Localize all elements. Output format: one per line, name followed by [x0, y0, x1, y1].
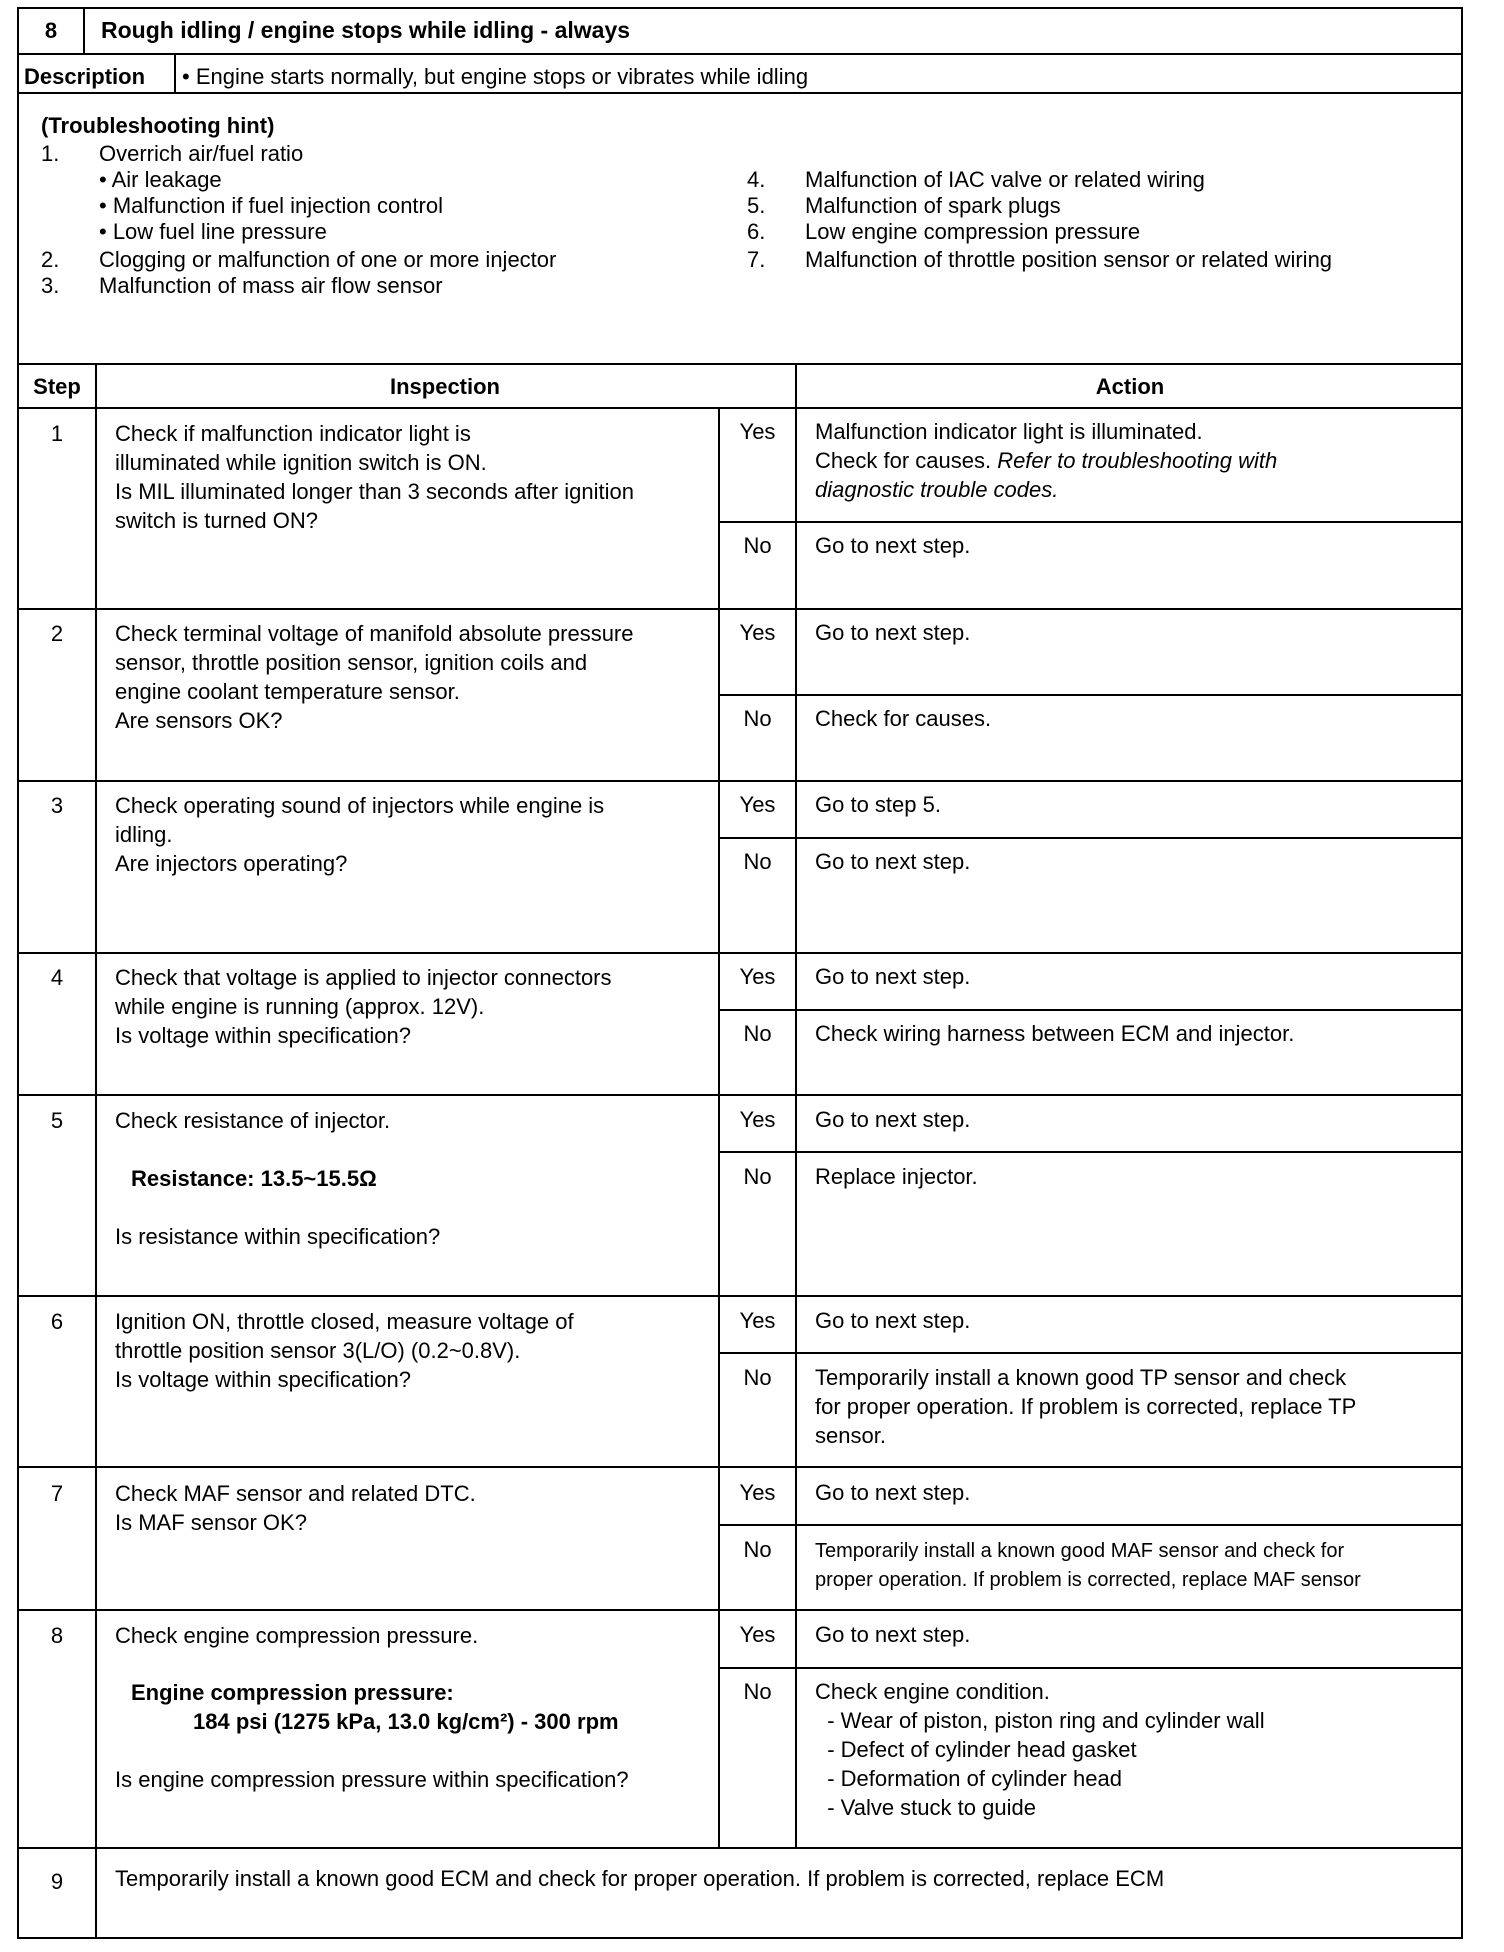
hint-num: 5. — [747, 193, 766, 218]
inspection-text: Check terminal voltage of manifold absolute pressure sensor, throttle position sensor, ignition coils and engine coolant temperature sensor. Are sensors OK? — [115, 621, 634, 733]
hint-num: 4. — [747, 167, 766, 192]
step-number: 2 — [50, 621, 64, 646]
yes-action: Go to next step. — [815, 1622, 971, 1647]
step-header: Step — [33, 374, 81, 399]
no-label: No — [743, 1164, 772, 1189]
inspection-question: Is resistance within specification? — [115, 1224, 441, 1249]
step-number: 3 — [50, 793, 64, 818]
troubleshooting-page — [17, 7, 1463, 1939]
no-label: No — [743, 1679, 772, 1704]
step-number: 6 — [50, 1309, 64, 1334]
yes-action: Go to step 5. — [815, 792, 941, 817]
no-label: No — [743, 1537, 772, 1562]
no-action: Go to next step. — [815, 533, 971, 558]
yes-label: Yes — [739, 792, 776, 817]
hint-num: 3. — [41, 273, 60, 298]
compression-spec-value: 184 psi (1275 kPa, 13.0 kg/cm²) - 300 rpm — [193, 1709, 619, 1734]
no-label: No — [743, 1365, 772, 1390]
no-action: Check wiring harness between ECM and injector. — [815, 1021, 1295, 1046]
inspection-header: Inspection — [389, 374, 500, 399]
inspection-text: Check operating sound of injectors while engine is idling. Are injectors operating? — [115, 793, 605, 876]
no-label: No — [743, 706, 772, 731]
inspection-text: Check if malfunction indicator light is illuminated while ignition switch is ON. Is MIL illuminated longer than 3 seconds after ignition switch is turned ON? — [115, 421, 634, 533]
yes-label: Yes — [739, 620, 776, 645]
hint-num: 1. — [41, 141, 60, 166]
inspection-text: Check MAF sensor and related DTC. Is MAF sensor OK? — [115, 1481, 476, 1535]
section-number: 8 — [44, 18, 58, 43]
no-label: No — [743, 849, 772, 874]
no-action: Check for causes. — [815, 706, 992, 731]
hint-item: Malfunction of throttle position sensor or related wiring — [805, 247, 1333, 272]
yes-action-text: Malfunction indicator light is illuminated. Check for causes. — [815, 419, 1203, 473]
step-number: 4 — [50, 965, 64, 990]
yes-label: Yes — [739, 1480, 776, 1505]
inspection-question: Is engine compression pressure within specification? — [115, 1767, 629, 1792]
no-label: No — [743, 533, 772, 558]
yes-label: Yes — [739, 1308, 776, 1333]
step-number: 8 — [50, 1623, 64, 1648]
compression-spec-label: Engine compression pressure: — [131, 1680, 454, 1705]
hint-item: Malfunction of mass air flow sensor — [99, 273, 443, 298]
hint-item: Overrich air/fuel ratio — [99, 141, 304, 166]
no-action: Check engine condition. - Wear of piston, piston ring and cylinder wall - Defect of cylinder head gasket - Deformation of cylinder head - Valve stuck to guide — [815, 1679, 1265, 1820]
hint-title: (Troubleshooting hint) — [41, 113, 275, 138]
no-action: Go to next step. — [815, 849, 971, 874]
step-number: 9 — [50, 1869, 64, 1894]
yes-action — [815, 417, 1277, 504]
hint-item: Malfunction of IAC valve or related wiring — [805, 167, 1205, 192]
hint-item: • Air leakage — [99, 167, 222, 192]
yes-action: Go to next step. — [815, 1107, 971, 1132]
inspection-text: Ignition ON, throttle closed, measure voltage of throttle position sensor 3(L/O) (0.2~0.8V). Is voltage within specification? — [115, 1309, 574, 1392]
hint-item: Malfunction of spark plugs — [805, 193, 1061, 218]
inspection-text: Temporarily install a known good ECM and check for proper operation. If problem is corrected, replace ECM — [115, 1866, 1165, 1891]
no-action: Temporarily install a known good MAF sensor and check for proper operation. If problem is corrected, replace MAF sensor — [815, 1540, 1361, 1591]
yes-label: Yes — [739, 964, 776, 989]
yes-action: Go to next step. — [815, 964, 971, 989]
yes-action: Go to next step. — [815, 620, 971, 645]
hint-num: 7. — [747, 247, 766, 272]
no-action: Temporarily install a known good TP sensor and check for proper operation. If problem is corrected, replace TP sensor. — [815, 1365, 1357, 1448]
hint-num: 2. — [41, 247, 60, 272]
hint-item: • Malfunction if fuel injection control — [99, 193, 443, 218]
yes-label: Yes — [739, 1622, 776, 1647]
action-header: Action — [1095, 374, 1165, 399]
hint-item: Clogging or malfunction of one or more injector — [99, 247, 557, 272]
step-number: 1 — [50, 421, 64, 446]
no-action: Replace injector. — [815, 1164, 978, 1189]
inspection-text: Check engine compression pressure. — [115, 1623, 479, 1648]
hint-num: 6. — [747, 219, 766, 244]
hint-item: • Low fuel line pressure — [99, 219, 327, 244]
step-number: 5 — [50, 1108, 64, 1133]
yes-action: Go to next step. — [815, 1480, 971, 1505]
yes-action-reference: Refer to troubleshooting with diagnostic trouble codes. — [815, 448, 1278, 502]
description-text: • Engine starts normally, but engine stops or vibrates while idling — [182, 64, 809, 89]
step-number: 7 — [50, 1481, 64, 1506]
no-label: No — [743, 1021, 772, 1046]
section-title: Rough idling / engine stops while idling - always — [101, 17, 631, 43]
inspection-text: Check that voltage is applied to injector connectors while engine is running (approx. 12V). Is voltage within specification? — [115, 965, 612, 1048]
yes-label: Yes — [739, 419, 776, 444]
resistance-spec: Resistance: 13.5~15.5Ω — [131, 1166, 377, 1191]
description-label: Description — [24, 64, 146, 89]
yes-action: Go to next step. — [815, 1308, 971, 1333]
inspection-text: Check resistance of injector. — [115, 1108, 391, 1133]
yes-label: Yes — [739, 1107, 776, 1132]
hint-item: Low engine compression pressure — [805, 219, 1141, 244]
